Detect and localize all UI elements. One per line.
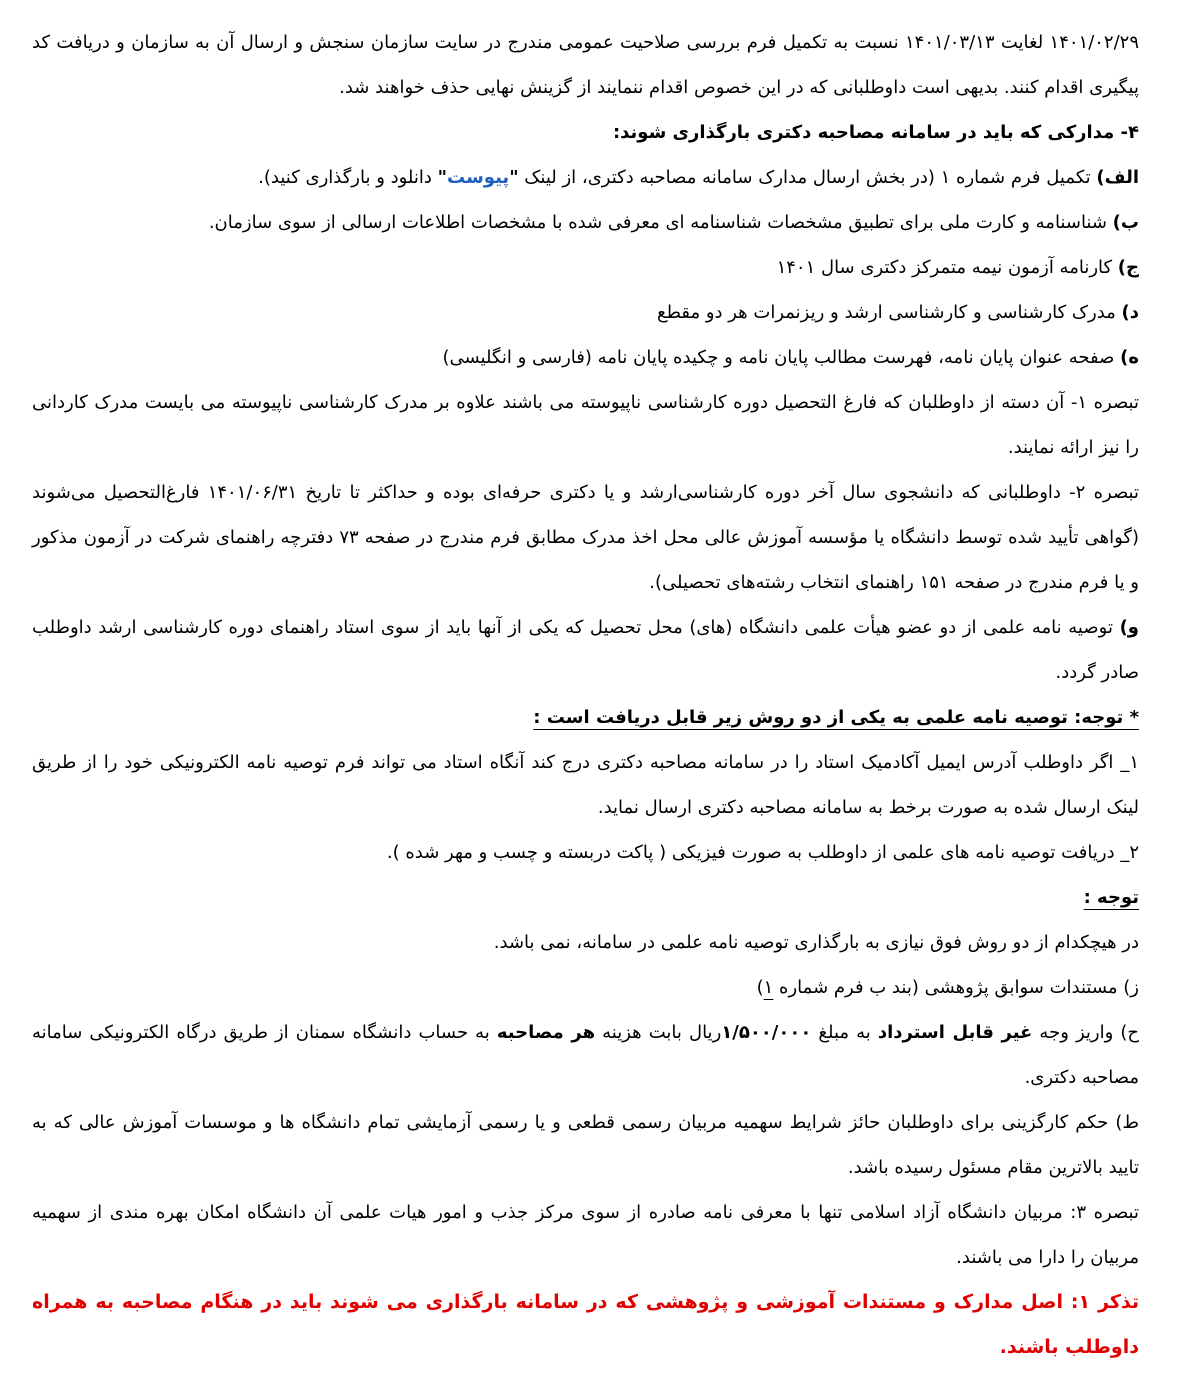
- item-ze-text-before: ز) مستندات سوابق پژوهشی (بند ب فرم شماره: [773, 977, 1139, 998]
- note-2: تبصره ۲- داوطلبانی که دانشجوی سال آخر دوره کارشناسی‌ارشد و یا دکتری حرفه‌ای بوده و حداکثر تا تاریخ ۱۴۰۱/۰۶/۳۱ فارغ‌التحصیل می‌شوند (گواهی تأیید شده توسط دانشگاه یا مؤسسه آموزش عالی محل اخذ مدرک مطابق فرم مندرج در صفحه ۷۳ دفترچه راهنمای شرکت در آزمون مذکور و یا فرم مندرج در صفحه ۱۵۱ راهنمای انتخاب رشته‌های تحصیلی).: [32, 482, 1139, 593]
- item-he2: [32, 1010, 1139, 1100]
- item-he2-after: به حساب دانشگاه سمنان از طریق درگاه الکترونیکی سامانه مصاحبه دکتری.: [32, 1022, 1139, 1088]
- item-he: [32, 335, 1139, 380]
- attention-1-text: * توجه: توصیه نامه علمی به یکی از دو روش زیر قابل دریافت است :: [533, 707, 1139, 728]
- non-refundable-text: غیر قابل استرداد: [877, 1022, 1033, 1043]
- item-be-text: شناسنامه و کارت ملی برای تطبیق مشخصات شناسنامه ای معرفی شده با مشخصات اطلاعات ارسالی از سوی سازمان.: [208, 212, 1113, 233]
- attachment-link[interactable]: پیوست: [447, 167, 510, 188]
- item-be-label: ب): [1112, 212, 1139, 233]
- item-dal-label: د): [1121, 302, 1139, 323]
- fee-amount: ۱/۵۰۰/۰۰۰: [721, 1022, 812, 1043]
- quote-close: ": [437, 167, 448, 188]
- item-ze: [32, 965, 1139, 1010]
- method-1: ۱_ اگر داوطلب آدرس ایمیل آکادمیک استاد را در سامانه مصاحبه دکتری درج کند آنگاه استاد می تواند فرم توصیه نامه الکترونیکی خود را از طریق لینک ارسال شده به صورت برخط به سامانه مصاحبه دکتری ارسال نماید.: [32, 752, 1139, 818]
- item-he-label: ه): [1120, 347, 1139, 368]
- note-1: تبصره ۱- آن دسته از داوطلبان که فارغ التحصیل دوره کارشناسی ناپیوسته می باشند علاوه بر مدرک کارشناسی ناپیوسته می بایست مدرک کاردانی را نیز ارائه نمایند.: [32, 392, 1139, 458]
- attention-2-text: توجه :: [1083, 887, 1139, 908]
- item-ze-text-after: ): [756, 977, 764, 998]
- item-ta: ط) حکم کارگزینی برای داوطلبان حائز شرایط سهمیه مربیان رسمی قطعی و یا رسمی آزمایشی تمام دانشگاه ها و موسسات آموزش عالی که به تایید بالاترین مقام مسئول رسیده باشد.: [32, 1112, 1139, 1178]
- item-vav-text: توصیه نامه علمی از دو عضو هیأت علمی دانشگاه (های) محل تحصیل که یکی از آنها باید از سوی استاد راهنمای دوره کارشناسی ارشد داوطلب صادر گردد.: [32, 617, 1139, 683]
- item-alef-label: الف): [1096, 167, 1139, 188]
- note-3: تبصره ۳: مربیان دانشگاه آزاد اسلامی تنها با معرفی نامه صادره از سوی مرکز جذب و امور هیات علمی آن دانشگاه امکان بهره مندی از سهمیه مربیان را دارا می باشند.: [32, 1202, 1139, 1268]
- item-jim-label: ج): [1117, 257, 1139, 278]
- intro-paragraph: ۱۴۰۱/۰۲/۲۹ لغایت ۱۴۰۱/۰۳/۱۳ نسبت به تکمیل فرم بررسی صلاحیت عمومی مندرج در سایت سازمان سنجش و ارسال آن به سازمان و دریافت کد پیگیری اقدام کنند. بدیهی است داوطلبانی که در این خصوص اقدام ننمایند از گزینش نهایی حذف خواهند شد.: [32, 32, 1140, 98]
- method-2: ۲_ دریافت توصیه نامه های علمی از داوطلب به صورت فیزیکی ( پاکت دربسته و چسب و مهر شده ).: [386, 842, 1139, 863]
- section-4-heading: ۴- مدارکی که باید در سامانه مصاحبه دکتری بارگذاری شوند:: [612, 122, 1139, 143]
- attention-2-body: در هیچکدام از دو روش فوق نیازی به بارگذاری توصیه نامه علمی در سامانه، نمی باشد.: [493, 932, 1139, 953]
- item-he-text: صفحه عنوان پایان نامه، فهرست مطالب پایان نامه و چکیده پایان نامه (فارسی و انگلیسی): [442, 347, 1121, 368]
- attention-heading-1: [32, 695, 1139, 740]
- item-vav-label: و): [1119, 617, 1139, 638]
- quote-open: ": [509, 167, 519, 188]
- item-dal-text: مدرک کارشناسی و کارشناسی ارشد و ریزنمرات هر دو مقطع: [657, 302, 1122, 323]
- item-jim-text: کارنامه آزمون نیمه متمرکز دکتری سال ۱۴۰۱: [776, 257, 1118, 278]
- item-jim: [32, 245, 1139, 290]
- item-alef-text-after: دانلود و بارگذاری کنید).: [258, 167, 438, 188]
- item-vav: [32, 605, 1139, 695]
- item-be: [32, 200, 1139, 245]
- per-interview-text: هر مصاحبه: [496, 1022, 596, 1043]
- item-alef-text-before: تکمیل فرم شماره ۱ (در بخش ارسال مدارک سامانه مصاحبه دکتری، از لینک: [518, 167, 1097, 188]
- item-ze-form-number: ۱: [763, 977, 774, 998]
- item-dal: [32, 290, 1139, 335]
- attention-heading-2: [32, 875, 1139, 920]
- item-he2-mid1: به مبلغ: [811, 1022, 878, 1043]
- item-he2-before: ح) واریز وجه: [1032, 1022, 1140, 1043]
- item-he2-mid2: ریال بابت هزینه: [595, 1022, 722, 1043]
- item-alef: [32, 155, 1139, 200]
- reminder-1: تذکر ۱: اصل مدارک و مستندات آموزشی و پژوهشی که در سامانه بارگذاری می شوند باید در هنگام مصاحبه به همراه داوطلب باشند.: [32, 1291, 1140, 1358]
